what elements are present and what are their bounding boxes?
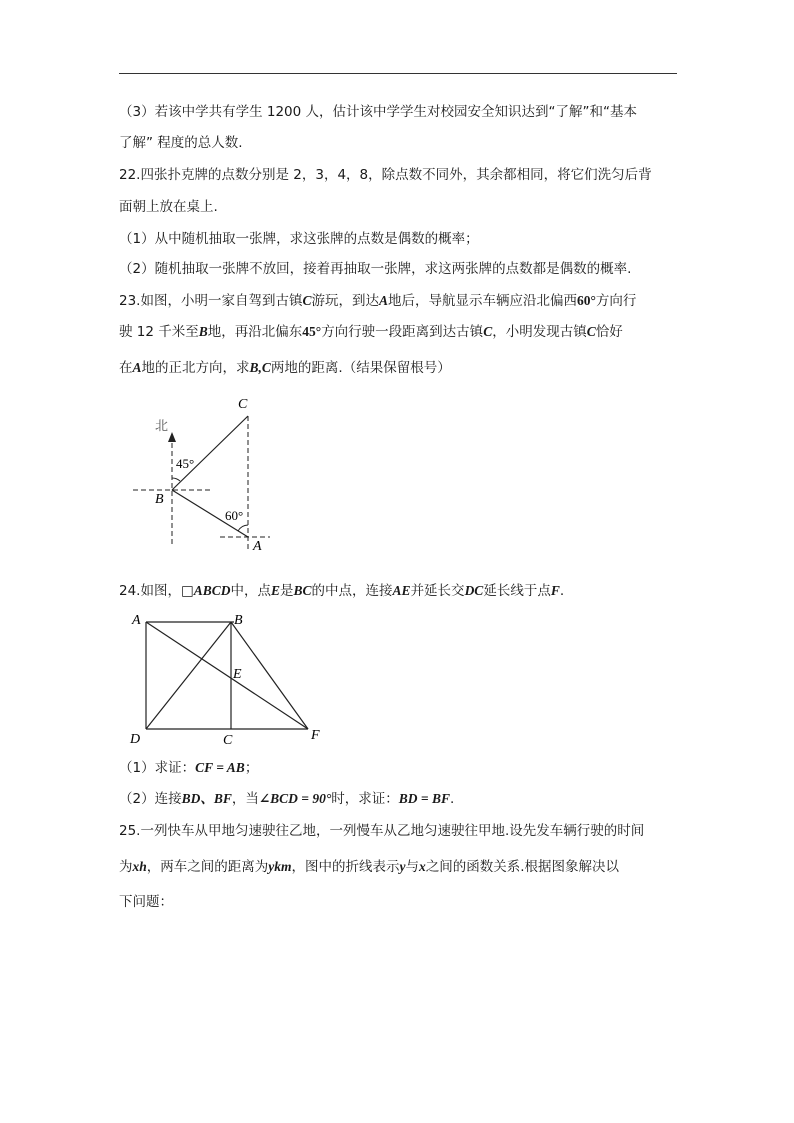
q22-stem-line2: 面朝上放在桌上.	[119, 199, 218, 215]
north-label: 北	[155, 418, 169, 433]
segment-bd	[146, 622, 231, 729]
segment-af	[146, 622, 308, 729]
angle-arc-b	[172, 478, 180, 481]
point-label-c: C	[223, 733, 233, 748]
point-label-f: F	[311, 728, 320, 743]
angle-arc-a	[238, 525, 248, 531]
header-rule	[119, 73, 677, 74]
q23-line3: 在A地的正北方向，求B,C两地的距离.（结果保留根号）	[119, 360, 451, 376]
angle-label-b: 45°	[176, 456, 195, 471]
angle-label-a: 60°	[225, 508, 244, 523]
q22-part1: （1）从中随机抽取一张牌，求这张牌的点数是偶数的概率；	[119, 231, 479, 247]
q24-part1: （1）求证：CF = AB；	[119, 760, 259, 776]
point-label-b: B	[234, 613, 243, 628]
q22-part2: （2）随机抽取一张牌不放回，接着再抽取一张牌，求这两张牌的点数都是偶数的概率.	[119, 261, 632, 277]
q25-line3: 下问题：	[119, 894, 173, 910]
segment-bc	[172, 416, 248, 490]
q23-line1: 23.如图，小明一家自驾到古镇C游玩，到达A地后，导航显示车辆应沿北偏西60°方向行	[119, 293, 637, 309]
point-label-b: B	[155, 492, 164, 507]
q23-figure	[125, 390, 285, 560]
segment-bf	[231, 622, 308, 729]
q25-line1: 25.一列快车从甲地匀速驶往乙地，一列慢车从乙地匀速驶往甲地.设先发车辆行驶的时间	[119, 823, 645, 839]
q21-part3-line1: （3）若该中学共有学生 1200 人，估计该中学学生对校园安全知识达到“了解”和“基本	[119, 104, 638, 120]
point-label-a: A	[132, 613, 141, 628]
q22-stem-line1: 22.四张扑克牌的点数分别是 2，3，4，8，除点数不同外，其余都相同，将它们洗匀后背	[119, 167, 652, 183]
point-label-c: C	[238, 397, 248, 412]
point-label-d: D	[130, 732, 141, 747]
point-label-e: E	[233, 667, 242, 682]
north-arrow-head	[168, 432, 176, 442]
q21-part3-line2: 了解” 程度的总人数.	[119, 135, 243, 151]
q24-stem: 24.如图，□ABCD中，点E是BC的中点，连接AE并延长交DC延长线于点F.	[119, 583, 565, 599]
point-label-a: A	[253, 539, 262, 554]
q23-line2: 驶 12 千米至B地，再沿北偏东45°方向行驶一段距离到达古镇C，小明发现古镇C恰好	[119, 324, 623, 340]
q24-part2: （2）连接BD、BF，当∠BCD = 90°时，求证：BD = BF.	[119, 791, 455, 807]
q24-figure	[125, 608, 330, 748]
q25-line2: 为xh，两车之间的距离为ykm，图中的折线表示y与x之间的函数关系.根据图象解决以	[119, 859, 620, 875]
